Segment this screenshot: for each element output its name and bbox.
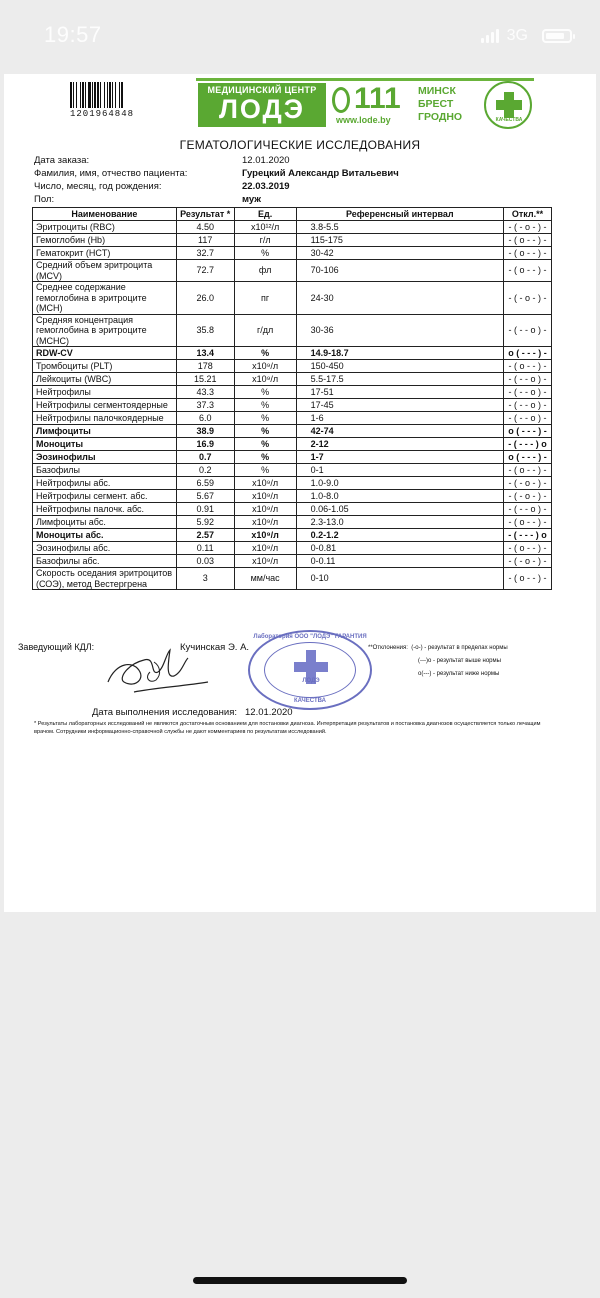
badge-text: КАЧЕСТВА: [495, 117, 523, 123]
network-type: 3G: [506, 27, 528, 44]
cell-unit: x10⁹/л: [234, 490, 296, 503]
table-row: [33, 529, 552, 542]
cell-unit: %: [234, 438, 296, 451]
cell-deviation: - ( o - - ) -: [503, 260, 551, 282]
table-row: [33, 347, 552, 360]
cell-result: 6.0: [176, 412, 234, 425]
cell-reference: 0-0.11: [296, 555, 503, 568]
cell-unit: x10⁹/л: [234, 516, 296, 529]
quality-stamp-icon: [248, 630, 372, 710]
cell-result: 37.3: [176, 399, 234, 412]
cell-result: 0.7: [176, 451, 234, 464]
cell-unit: %: [234, 247, 296, 260]
logo-city: ГРОДНО: [418, 111, 463, 123]
cell-deviation: - ( - o - ) -: [503, 282, 551, 315]
cell-deviation: - ( o - - ) -: [503, 464, 551, 477]
cell-unit: фл: [234, 260, 296, 282]
cell-unit: x10⁹/л: [234, 555, 296, 568]
header-result: Результат *: [176, 208, 234, 221]
table-row: [33, 516, 552, 529]
cell-deviation: - ( o - - ) -: [503, 360, 551, 373]
legend-title: **Отклонения:: [368, 645, 408, 651]
cell-result: 38.9: [176, 425, 234, 438]
sex: муж: [242, 194, 262, 205]
cell-result: 2.57: [176, 529, 234, 542]
cell-result: 13.4: [176, 347, 234, 360]
legend-above: (---)o - результат выше нормы: [418, 658, 501, 664]
cell-result: 0.11: [176, 542, 234, 555]
home-indicator[interactable]: [193, 1277, 407, 1284]
cell-reference: 17-51: [296, 386, 503, 399]
cell-name: Базофилы абс.: [33, 555, 177, 568]
cell-unit: x10⁹/л: [234, 373, 296, 386]
cell-result: 32.7: [176, 247, 234, 260]
logo-city: БРЕСТ: [418, 98, 454, 110]
cell-name: Нейтрофилы абс.: [33, 477, 177, 490]
cell-reference: 0-0.81: [296, 542, 503, 555]
cell-deviation: - ( o - - ) -: [503, 247, 551, 260]
head-name: Кучинская Э. А.: [180, 642, 250, 653]
cell-unit: г/дл: [234, 314, 296, 347]
cell-unit: %: [234, 399, 296, 412]
cell-deviation: - ( o - - ) -: [503, 516, 551, 529]
cell-reference: 3.8-5.5: [296, 221, 503, 234]
cell-unit: %: [234, 386, 296, 399]
cell-unit: %: [234, 347, 296, 360]
patient-label: Фамилия, имя, отчество пациента:: [34, 168, 188, 179]
cell-reference: 1-7: [296, 451, 503, 464]
cell-reference: 0-10: [296, 568, 503, 590]
cell-reference: 150-450: [296, 360, 503, 373]
cell-unit: г/л: [234, 234, 296, 247]
table-row: [33, 555, 552, 568]
table-row: [33, 464, 552, 477]
logo-cities: [418, 85, 462, 124]
table-row: [33, 503, 552, 516]
table-row: [33, 373, 552, 386]
cell-result: 0.2: [176, 464, 234, 477]
table-row: [33, 568, 552, 590]
head-label: Заведующий КДЛ:: [18, 642, 95, 652]
cell-deviation: - ( o - - ) -: [503, 234, 551, 247]
table-row: [33, 438, 552, 451]
cell-unit: пг: [234, 282, 296, 315]
cell-result: 178: [176, 360, 234, 373]
header-unit: Ед.: [234, 208, 296, 221]
table-row: [33, 399, 552, 412]
completion-date: [92, 707, 293, 718]
logo-brand-block: [198, 83, 326, 127]
table-row: [33, 260, 552, 282]
status-time: 19:57: [44, 22, 102, 47]
logo-brand: ЛОДЭ: [218, 94, 306, 124]
deviation-legend: [368, 642, 508, 681]
cell-name: Лимфоциты абс.: [33, 516, 177, 529]
table-row: [33, 425, 552, 438]
stamp-center-text: ЛОДЭ: [302, 678, 320, 684]
cell-name: Средняя концентрация гемоглобина в эритроците (MCHC): [33, 314, 177, 347]
logo-url: www.lode.by: [336, 115, 391, 125]
cell-name: Нейтрофилы палочк. абс.: [33, 503, 177, 516]
cell-reference: 1.0-8.0: [296, 490, 503, 503]
logo-city: МИНСК: [418, 85, 456, 97]
stamp-bottom-text: КАЧЕСТВА: [294, 698, 326, 704]
cell-reference: 115-175: [296, 234, 503, 247]
cell-deviation: - ( - o - ) -: [503, 221, 551, 234]
cell-name: Лейкоциты (WBC): [33, 373, 177, 386]
cell-result: 35.8: [176, 314, 234, 347]
cell-name: Нейтрофилы сегмент. абс.: [33, 490, 177, 503]
clinic-logo: [196, 78, 534, 128]
completion-label: Дата выполнения исследования:: [92, 707, 237, 718]
order-date-label: Дата заказа:: [34, 155, 90, 166]
completion-value: 12.01.2020: [245, 707, 293, 718]
cell-deviation: - ( - - o ) -: [503, 373, 551, 386]
cell-unit: x10⁹/л: [234, 477, 296, 490]
cell-unit: %: [234, 412, 296, 425]
cell-result: 43.3: [176, 386, 234, 399]
cell-result: 0.03: [176, 555, 234, 568]
table-row: [33, 490, 552, 503]
cell-unit: мм/час: [234, 568, 296, 590]
cell-result: 0.91: [176, 503, 234, 516]
table-row: [33, 412, 552, 425]
cell-deviation: - ( - - o ) -: [503, 412, 551, 425]
cell-deviation: - ( - - o ) -: [503, 314, 551, 347]
table-row: [33, 542, 552, 555]
cell-name: Скорость оседания эритроцитов (СОЭ), метод Вестергрена: [33, 568, 177, 590]
cell-unit: x10⁹/л: [234, 503, 296, 516]
cell-reference: 30-42: [296, 247, 503, 260]
cell-deviation: - ( - - - ) o: [503, 529, 551, 542]
cell-deviation: - ( - o - ) -: [503, 555, 551, 568]
cell-deviation: - ( o - - ) -: [503, 568, 551, 590]
quality-badge-icon: [484, 81, 532, 129]
cell-result: 5.67: [176, 490, 234, 503]
cell-result: 72.7: [176, 260, 234, 282]
battery-icon: [542, 29, 572, 43]
cell-deviation: - ( - o - ) -: [503, 490, 551, 503]
cell-name: Средний объем эритроцита (MCV): [33, 260, 177, 282]
status-indicators: [481, 27, 572, 45]
cell-reference: 5.5-17.5: [296, 373, 503, 386]
logo-phone-block: [330, 83, 408, 127]
cell-name: RDW-CV: [33, 347, 177, 360]
cell-unit: x10⁹/л: [234, 529, 296, 542]
cell-deviation: - ( - - - ) o: [503, 438, 551, 451]
cell-result: 26.0: [176, 282, 234, 315]
cell-name: Моноциты абс.: [33, 529, 177, 542]
cell-name: Базофилы: [33, 464, 177, 477]
cell-result: 16.9: [176, 438, 234, 451]
phone-icon: [332, 87, 350, 113]
table-header-row: [33, 208, 552, 221]
dob: 22.03.2019: [242, 181, 290, 192]
cell-reference: 17-45: [296, 399, 503, 412]
cell-unit: x10¹²/л: [234, 221, 296, 234]
cell-reference: 2.3-13.0: [296, 516, 503, 529]
cell-name: Эозинофилы абс.: [33, 542, 177, 555]
cell-reference: 14.9-18.7: [296, 347, 503, 360]
legend-normal: (-o-) - результат в пределах нормы: [411, 645, 508, 651]
table-row: [33, 386, 552, 399]
cell-result: 4.50: [176, 221, 234, 234]
cell-unit: %: [234, 464, 296, 477]
cell-name: Нейтрофилы: [33, 386, 177, 399]
table-row: [33, 234, 552, 247]
cell-name: Нейтрофилы сегментоядерные: [33, 399, 177, 412]
cell-deviation: o ( - - - ) -: [503, 451, 551, 464]
cell-reference: 70-106: [296, 260, 503, 282]
cell-reference: 42-74: [296, 425, 503, 438]
cell-reference: 0-1: [296, 464, 503, 477]
table-row: [33, 282, 552, 315]
legend-below: o(---) - результат ниже нормы: [418, 671, 500, 677]
header-deviation: Откл.**: [503, 208, 551, 221]
cell-name: Эозинофилы: [33, 451, 177, 464]
cell-reference: 0.2-1.2: [296, 529, 503, 542]
table-row: [33, 477, 552, 490]
dob-label: Число, месяц, год рождения:: [34, 181, 162, 192]
lab-report-document: [4, 74, 596, 912]
cell-unit: %: [234, 425, 296, 438]
cell-deviation: o ( - - - ) -: [503, 347, 551, 360]
cell-result: 15.21: [176, 373, 234, 386]
cell-reference: 24-30: [296, 282, 503, 315]
cell-deviation: o ( - - - ) -: [503, 425, 551, 438]
cell-deviation: - ( - - o ) -: [503, 386, 551, 399]
cell-deviation: - ( - - o ) -: [503, 503, 551, 516]
status-bar: [0, 0, 600, 74]
cell-name: Нейтрофилы палочкоядерные: [33, 412, 177, 425]
table-row: [33, 451, 552, 464]
document-title: ГЕМАТОЛОГИЧЕСКИЕ ИССЛЕДОВАНИЯ: [179, 138, 421, 152]
cell-result: 3: [176, 568, 234, 590]
cell-reference: 1-6: [296, 412, 503, 425]
header-name: Наименование: [33, 208, 177, 221]
table-row: [33, 314, 552, 347]
cell-unit: x10⁹/л: [234, 542, 296, 555]
cell-name: Гематокрит (HCT): [33, 247, 177, 260]
cell-deviation: - ( - o - ) -: [503, 477, 551, 490]
barcode-number: 1201964848: [70, 109, 135, 119]
table-row: [33, 221, 552, 234]
patient-name: Гурецкий Александр Витальевич: [242, 168, 399, 179]
footnote: * Результаты лабораторных исследований не являются достаточным основанием для постановки диагноза. Интерпретация результатов и постановка диагнозов осуществляется только лечащим врачом. Сотрудники информационно-справочной службы не дают комментариев по результатам исследований.: [34, 721, 541, 735]
cell-name: Моноциты: [33, 438, 177, 451]
cell-deviation: - ( - - o ) -: [503, 399, 551, 412]
table-row: [33, 247, 552, 260]
cell-name: Гемоглобин (Hb): [33, 234, 177, 247]
cell-unit: x10⁹/л: [234, 360, 296, 373]
sex-label: Пол:: [34, 194, 55, 205]
cell-reference: 0.06-1.05: [296, 503, 503, 516]
cell-name: Эритроциты (RBC): [33, 221, 177, 234]
order-date: 12.01.2020: [242, 155, 290, 166]
cell-deviation: - ( o - - ) -: [503, 542, 551, 555]
cell-unit: %: [234, 451, 296, 464]
header-reference: Референсный интервал: [296, 208, 503, 221]
cell-result: 117: [176, 234, 234, 247]
cell-name: Среднее содержание гемоглобина в эритроците (MCH): [33, 282, 177, 315]
table-row: [33, 360, 552, 373]
cell-name: Лимфоциты: [33, 425, 177, 438]
logo-phone-number: 111: [354, 82, 401, 115]
signal-icon: [481, 29, 499, 43]
logo-top-text: МЕДИЦИНСКИЙ ЦЕНТР: [207, 85, 317, 95]
cell-result: 6.59: [176, 477, 234, 490]
results-table: [32, 207, 552, 590]
cell-reference: 1.0-9.0: [296, 477, 503, 490]
cell-reference: 2-12: [296, 438, 503, 451]
barcode-icon: [70, 82, 140, 108]
cell-reference: 30-36: [296, 314, 503, 347]
cell-name: Тромбоциты (PLT): [33, 360, 177, 373]
stamp-top-text: Лаборатория ООО "ЛОДЭ" ГАРАНТИЯ: [253, 634, 367, 640]
cell-result: 5.92: [176, 516, 234, 529]
